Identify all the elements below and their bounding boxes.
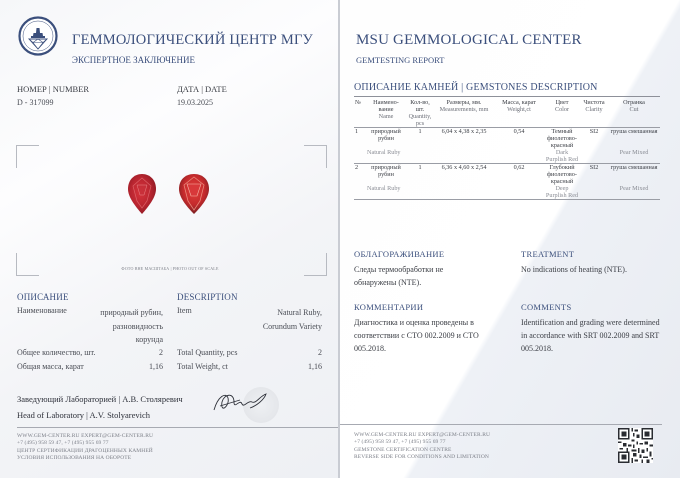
weight-label-en: Total Weight, ct	[177, 362, 228, 371]
comments-title-en: COMMENTS	[521, 302, 572, 312]
signatory-name-en: | A.V. Stolyarevich	[86, 410, 151, 420]
weight-value-ru: 1,16	[149, 362, 163, 371]
report-number: D - 317099	[17, 98, 54, 107]
report-type-ru: ЭКСПЕРТНОЕ ЗАКЛЮЧЕНИЕ	[72, 55, 195, 65]
col-color: Цвет Color	[554, 99, 570, 113]
table-row: 1 природный рубин 1 6,04 x 4,38 x 2,35 0,54 Темный фиолетово-красный SI2 груша смешанная	[355, 128, 658, 149]
footer-contacts-ru: WWW.GEM-CENTER.RU EXPERT@GEM-CENTER.RU +7 (495) 958 59 47, +7 (495) 955 69 77 ЦЕНТР СЕРТИФИКАЦИИ ДРАГОЦЕННЫХ КАМНЕЙ УСЛОВИЯ ИСПОЛЬЗОВАНИЯ НА ОБОРОТЕ	[17, 433, 154, 461]
footer-divider-right	[340, 424, 662, 425]
treatment-title-en: TREATMENT	[521, 249, 575, 259]
item-label-en: Item	[177, 306, 192, 315]
signature-scribble-icon	[212, 388, 272, 418]
signatory-role-ru: Заведующий Лабораторией	[17, 394, 117, 404]
center-title-en: MSU GEMMOLOGICAL CENTER	[356, 32, 582, 48]
report-type-en: GEMTESTING REPORT	[356, 55, 445, 65]
footer-contacts-en: WWW.GEM-CENTER.RU EXPERT@GEM-CENTER.RU +7 (495) 958 59 47, +7 (495) 955 69 77 GEMSTONE CERTIFICATION CENTRE REVERSE SIDE FOR CONDITIONS AND LIMITATION	[354, 432, 491, 460]
date-label: ДАТА | DATE	[177, 84, 227, 94]
table-row-en: Natural Ruby Deep Purplish Red Pear Mixed	[367, 185, 649, 199]
center-title-ru: ГЕММОЛОГИЧЕСКИЙ ЦЕНТР МГУ	[72, 32, 314, 48]
treatment-text-ru: Следы термообработки не обнаружены (NTE).	[354, 265, 444, 287]
gemstones-table	[354, 97, 660, 200]
number-label: НОМЕР | NUMBER	[17, 84, 90, 94]
photo-frame-corner	[304, 253, 327, 276]
gemstones-title: ОПИСАНИЕ КАМНЕЙ | GEMSTONES DESCRIPTION	[354, 82, 598, 93]
ruby-stone-1-image	[127, 173, 157, 215]
ruby-stone-2-image	[178, 173, 210, 215]
table-header-row	[354, 97, 660, 128]
description-title-en: DESCRIPTION	[177, 292, 238, 302]
treatment-text-en: No indications of heating (NTE).	[521, 265, 627, 274]
report-page-right	[340, 0, 680, 478]
table-row: 2 природный рубин 1 6,36 x 4,60 x 2,54 0,62 Глубокий фиолетово-красный SI2 груша смешанная	[355, 164, 658, 185]
comments-text-ru: Диагностика и оценка проведены в соответствии с СТО 002.2009 и СТО 005.2018.	[354, 318, 479, 353]
weight-value-en: 1,16	[308, 362, 322, 371]
msu-logo-icon	[18, 16, 58, 56]
quantity-label-ru: Общее количество, шт.	[17, 348, 96, 357]
item-value-en: Natural Ruby, Corundum Variety	[262, 308, 322, 331]
weight-label-ru: Общая масса, карат	[17, 362, 84, 371]
col-weight: Масса, карат Weight,ct	[502, 99, 536, 113]
col-clarity: Чистота Clarity	[583, 99, 605, 113]
table-row-en: Natural Ruby Dark Purplish Red Pear Mixed	[367, 149, 649, 163]
comments-title-ru: КОММЕНТАРИИ	[354, 302, 424, 312]
signatory-role-en: Head of Laboratory	[17, 410, 85, 420]
col-name: Наимено-вание Name	[373, 99, 399, 120]
qr-code-icon[interactable]	[618, 428, 653, 463]
col-cut: Огранка Cut	[623, 99, 645, 113]
photo-frame-corner	[16, 145, 39, 168]
description-title-ru: ОПИСАНИЕ	[17, 292, 69, 302]
footer-divider	[17, 427, 340, 428]
photo-frame-corner	[304, 145, 327, 168]
quantity-value-ru: 2	[159, 348, 163, 357]
col-measurements: Размеры, мм. Measurements, mm	[439, 99, 489, 113]
photo-frame-corner	[16, 253, 39, 276]
report-date: 19.03.2025	[177, 98, 213, 107]
comments-text-en: Identification and grading were determined in accordance with SRT 002.2009 and SRT 005.2018.	[521, 318, 660, 353]
quantity-label-en: Total Quantity, pcs	[177, 348, 238, 357]
signatory-ru	[17, 394, 183, 404]
quantity-value-en: 2	[318, 348, 322, 357]
signatory-name-ru: | А.В. Столяревич	[118, 394, 183, 404]
signatory-en	[17, 410, 150, 420]
item-value-ru: природный рубин, разновидность корунда	[100, 308, 163, 344]
item-label-ru: Наименование	[17, 306, 67, 315]
treatment-title-ru: ОБЛАГОРАЖИВАНИЕ	[354, 249, 445, 259]
col-no: №	[355, 99, 361, 106]
col-quantity: Кол-во, шт. Quantity, pcs	[408, 99, 432, 127]
photo-caption: ФОТО ВНЕ МАСШТАБА | PHOTO OUT OF SCALE	[121, 266, 219, 271]
